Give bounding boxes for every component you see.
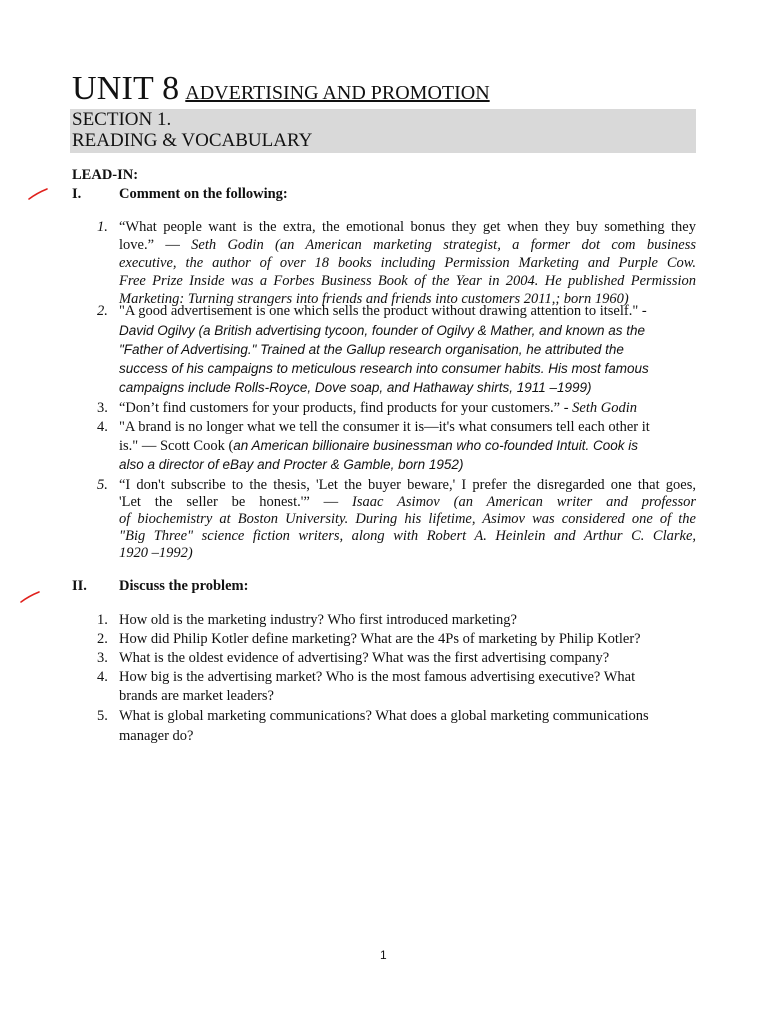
quote-line: success of his campaigns to meticulous research into consumer habits. His most famous bbox=[119, 361, 649, 376]
quote-line: "A good advertisement is one which sells the product without drawing attention to itself." - bbox=[119, 303, 647, 319]
question-line: brands are market leaders? bbox=[119, 688, 274, 704]
section-heading-band bbox=[70, 109, 696, 153]
quote-text: 'Let the seller be honest.'” — bbox=[119, 494, 353, 510]
quote-attribution: Seth Godin (an American marketing strategist, a former dot com business bbox=[191, 237, 696, 253]
quote-text: love.” — bbox=[119, 237, 192, 253]
quote-attribution: Isaac Asimov (an American writer and professor bbox=[352, 494, 697, 510]
quote-text: “Don’t find customers for your products, find products for your customers.” - bbox=[119, 400, 573, 416]
section-number: SECTION 1. bbox=[72, 109, 172, 130]
question-number: 3. bbox=[97, 650, 108, 666]
quote-line: Marketing: Turning strangers into friends and friends into customers 2011,; born 1960) bbox=[119, 291, 629, 307]
question-number: 5. bbox=[97, 708, 108, 724]
quote-line bbox=[119, 400, 637, 417]
quote-line: of biochemistry at Boston University. During his lifetime, Asimov was considered one of the bbox=[119, 511, 696, 527]
quote-line: also a director of eBay and Procter & Gamble, born 1952) bbox=[119, 457, 464, 472]
red-tick-mark-icon bbox=[27, 187, 49, 201]
part-one-heading: Comment on the following: bbox=[119, 186, 288, 202]
quote-number: 4. bbox=[97, 419, 108, 435]
quote-attribution: Seth Godin bbox=[572, 400, 638, 416]
part-one-numeral: I. bbox=[72, 186, 82, 202]
lead-in-label: LEAD-IN: bbox=[72, 167, 139, 183]
quote-line: campaigns include Rolls-Royce, Dove soap, and Hathaway shirts, 1911 –1999) bbox=[119, 380, 592, 395]
quote-line: “I don't subscribe to the thesis, 'Let the buyer beware,' I prefer the disregarded one that goes, bbox=[119, 477, 696, 493]
quote-line: “What people want is the extra, the emotional bonus they get when they buy something they bbox=[119, 219, 696, 235]
quote-line: "A brand is no longer what we tell the consumer it is—it's what consumers tell each other it bbox=[119, 419, 650, 435]
quote-line: "Big Three" science fiction writers, along with Robert A. Heinlein and Arthur C. Clarke, bbox=[119, 528, 696, 544]
unit-subtitle: ADVERTISING AND PROMOTION bbox=[185, 82, 490, 104]
question-number: 2. bbox=[97, 631, 108, 647]
quote-number: 5. bbox=[97, 477, 108, 493]
quote-line: executive, the author of over 18 books including Permission Marketing and Purple Cow. bbox=[119, 255, 696, 271]
quote-line bbox=[119, 237, 696, 254]
quote-line bbox=[119, 438, 638, 455]
question-line: What is the oldest evidence of advertising? What was the first advertising company? bbox=[119, 650, 610, 666]
page-number: 1 bbox=[380, 948, 387, 962]
question-line: How did Philip Kotler define marketing? What are the 4Ps of marketing by Philip Kotler? bbox=[119, 631, 641, 647]
quote-text: is." — Scott Cook ( bbox=[119, 438, 234, 454]
question-line: How old is the marketing industry? Who first introduced marketing? bbox=[119, 612, 517, 628]
question-line: manager do? bbox=[119, 728, 194, 744]
quote-line bbox=[119, 494, 696, 511]
quote-line: "Father of Advertising." Trained at the Gallup research organisation, he attributed the bbox=[119, 342, 624, 357]
quote-number: 2. bbox=[97, 303, 108, 319]
unit-number: UNIT 8 bbox=[72, 70, 180, 107]
quote-number: 3. bbox=[97, 400, 108, 416]
question-number: 1. bbox=[97, 612, 108, 628]
part-two-heading: Discuss the problem: bbox=[119, 578, 249, 594]
part-two-numeral: II. bbox=[72, 578, 87, 594]
quote-number: 1. bbox=[97, 219, 108, 235]
quote-attribution: an American billionaire businessman who co-founded Intuit. Cook is bbox=[233, 438, 638, 453]
red-tick-mark-icon bbox=[19, 590, 41, 604]
quote-line: David Ogilvy (a British advertising tycoon, founder of Ogilvy & Mather, and known as the bbox=[119, 323, 646, 338]
quote-line: Free Prize Inside was a Forbes Business Book of the Year in 2004. He published Permission bbox=[119, 273, 696, 289]
question-line: What is global marketing communications? What does a global marketing communications bbox=[119, 708, 649, 724]
question-number: 4. bbox=[97, 669, 108, 685]
section-title: READING & VOCABULARY bbox=[72, 130, 313, 151]
unit-title bbox=[72, 70, 490, 108]
quote-line: 1920 –1992) bbox=[119, 545, 193, 561]
question-line: How big is the advertising market? Who is the most famous advertising executive? What bbox=[119, 669, 636, 685]
